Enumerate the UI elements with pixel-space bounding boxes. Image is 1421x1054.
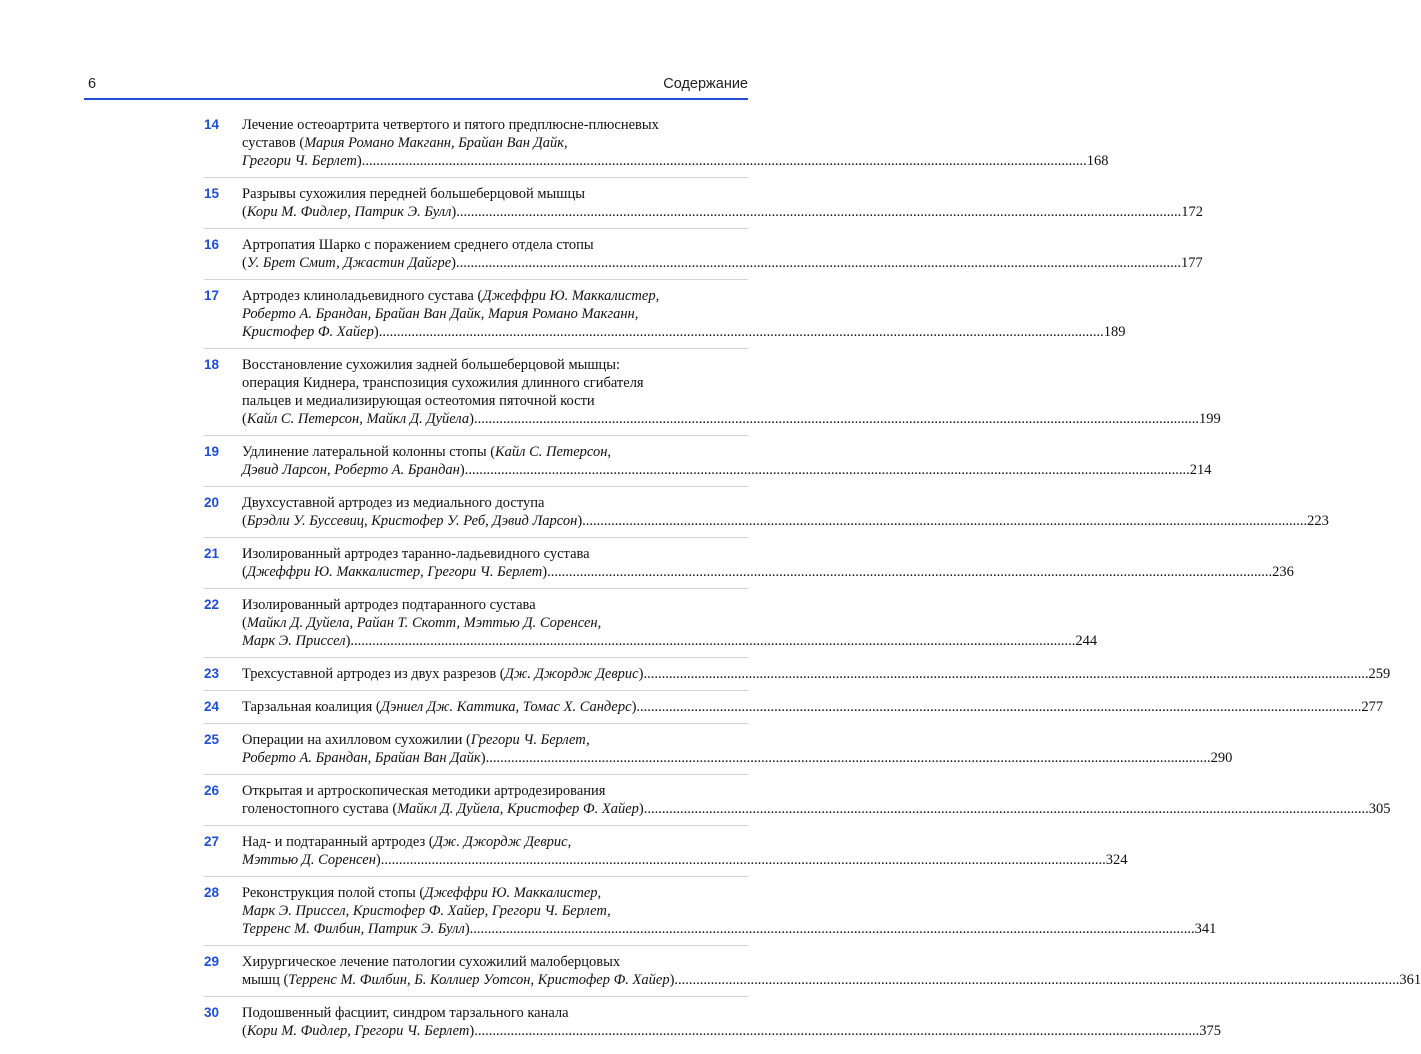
chapter-title: Разрывы сухожилия передней большеберцовой мышцы <box>242 186 585 202</box>
toc-entry-line <box>242 116 748 134</box>
toc-entry-line <box>242 410 1221 428</box>
toc-entry-line <box>242 731 748 749</box>
page-reference: 177 <box>1181 255 1203 271</box>
toc-entry-line <box>242 185 748 203</box>
toc-entry-line <box>242 287 748 305</box>
page-reference: 168 <box>1086 153 1109 169</box>
table-of-contents <box>204 116 1421 1054</box>
chapter-title: Операции на ахилловом сухожилии ( <box>242 732 471 748</box>
chapter-title: Удлинение латеральной колонны стопы ( <box>242 444 496 460</box>
author-names: У. Брет Смит, Джастин Дайгре <box>246 255 452 271</box>
toc-entry-line <box>242 374 748 392</box>
dot-leader <box>486 749 1211 767</box>
toc-entry-line <box>242 392 748 410</box>
chapter-title: Лечение остеоартрита четвертого и пятого предплюсне-плюсневых <box>242 117 659 133</box>
chapter-title: ( <box>242 411 247 427</box>
toc-entry-text <box>242 563 547 581</box>
toc-entry-line <box>242 152 1109 170</box>
toc-entry-line <box>242 545 748 563</box>
toc-entry-line <box>242 596 748 614</box>
page-reference: 199 <box>1198 411 1221 427</box>
dot-leader <box>644 800 1369 818</box>
toc-entry[interactable] <box>204 698 1384 724</box>
toc-entry[interactable] <box>204 236 1203 280</box>
toc-entry-text <box>242 323 379 341</box>
chapter-title: ) <box>631 699 637 715</box>
toc-entry-line <box>242 323 1126 341</box>
author-names: Кристофер Ф. Хайер <box>242 324 374 340</box>
toc-entry-line <box>242 902 748 920</box>
author-names: Дэвид Ларсон, Роберто А. Брандан <box>242 462 460 478</box>
toc-entry-line <box>242 851 1128 869</box>
author-names: Терренс М. Филбин, Патрик Э. Булл <box>242 921 465 937</box>
toc-entry-text <box>242 632 350 650</box>
chapter-number: 25 <box>204 732 220 747</box>
toc-entry[interactable] <box>204 782 1391 826</box>
dot-leader <box>547 563 1272 581</box>
page-reference: 290 <box>1210 750 1233 766</box>
author-names: Джеффри Ю. Маккалистер, Грегори Ч. Берлет <box>246 564 543 580</box>
toc-entry[interactable] <box>204 287 1126 349</box>
author-names: Джеффри Ю. Маккалистер, <box>424 885 602 901</box>
toc-entry-line <box>242 563 1294 581</box>
chapter-title: Артродез клиноладьевидного сустава ( <box>242 288 483 304</box>
toc-entry[interactable] <box>204 545 1294 589</box>
chapter-title: ( <box>242 255 247 271</box>
chapter-title: ) <box>469 1023 475 1039</box>
chapter-number: 14 <box>204 117 220 132</box>
toc-entry[interactable] <box>204 443 1212 487</box>
chapter-number: 21 <box>204 546 220 561</box>
chapter-title: Подошвенный фасциит, синдром тарзального канала <box>242 1005 569 1021</box>
dot-leader <box>582 512 1307 530</box>
toc-entry-line <box>242 305 748 323</box>
chapter-title: ) <box>459 462 465 478</box>
author-names: Майкл Д. Дуйела, Кристофер Ф. Хайер <box>397 801 639 817</box>
toc-entry-text <box>242 152 362 170</box>
page-reference: 214 <box>1189 462 1212 478</box>
page-reference: 324 <box>1105 852 1128 868</box>
author-names: Кайл С. Петерсон, Майкл Д. Дуйела <box>246 411 470 427</box>
toc-entry[interactable] <box>204 596 1098 658</box>
toc-entry[interactable] <box>204 356 1221 436</box>
author-names: Джеффри Ю. Маккалистер, <box>482 288 660 304</box>
toc-entry[interactable] <box>204 185 1203 229</box>
chapter-title: Артропатия Шарко с поражением среднего отдела стопы <box>242 237 594 253</box>
chapter-title: ) <box>451 204 457 220</box>
chapter-title: Реконструкция полой стопы ( <box>242 885 425 901</box>
toc-entry-line <box>242 203 1203 221</box>
page-number: 6 <box>88 76 97 92</box>
author-names: Марк Э. Приссел <box>242 633 346 649</box>
chapter-title: Изолированный артродез подтаранного сустава <box>242 597 536 613</box>
toc-entry-line <box>242 953 748 971</box>
toc-entry-text <box>242 800 644 818</box>
chapter-number: 15 <box>204 186 220 201</box>
author-names: Дж. Джордж Деврис, <box>433 834 572 850</box>
author-names: Кори М. Фидлер, Патрик Э. Булл <box>246 204 452 220</box>
dot-leader <box>643 665 1368 683</box>
page-reference: 277 <box>1361 699 1384 715</box>
chapter-title: ) <box>373 324 379 340</box>
chapter-title: ( <box>242 564 247 580</box>
chapter-number: 23 <box>204 666 220 681</box>
toc-entry[interactable] <box>204 833 1128 877</box>
chapter-title: ) <box>638 666 644 682</box>
toc-entry-text <box>242 665 643 683</box>
toc-entry-line <box>242 698 1384 716</box>
toc-entry-line <box>242 134 748 152</box>
toc-entry-text <box>242 920 470 938</box>
toc-entry-line <box>242 356 748 374</box>
chapter-title: мышц ( <box>242 972 289 988</box>
toc-entry-text <box>242 1022 474 1040</box>
dot-leader <box>474 410 1199 428</box>
toc-entry-line <box>242 494 748 512</box>
toc-entry-text <box>242 410 474 428</box>
dot-leader <box>456 254 1181 272</box>
page-reference: 341 <box>1194 921 1217 937</box>
page-reference: 305 <box>1368 801 1391 817</box>
chapter-number: 29 <box>204 954 220 969</box>
chapter-title: ) <box>464 921 470 937</box>
chapter-title: пальцев и медиализирующая остеотомия пяточной кости <box>242 393 595 409</box>
toc-entry-text <box>242 698 636 716</box>
chapter-title: голеностопного сустава ( <box>242 801 398 817</box>
dot-leader <box>470 920 1195 938</box>
chapter-number: 19 <box>204 444 220 459</box>
toc-entry-text <box>242 461 465 479</box>
author-names: Грегори Ч. Берлет, <box>470 732 590 748</box>
toc-entry-line <box>242 614 748 632</box>
toc-entry-line <box>242 665 1391 683</box>
chapter-title: ( <box>242 1023 247 1039</box>
toc-entry-text <box>242 749 486 767</box>
chapter-title: ) <box>542 564 548 580</box>
chapter-title: ) <box>577 513 583 529</box>
author-names: Грегори Ч. Берлет <box>242 153 357 169</box>
chapter-number: 30 <box>204 1005 220 1020</box>
toc-entry[interactable] <box>204 1004 1221 1047</box>
chapter-title: ) <box>375 852 381 868</box>
author-names: Кори М. Фидлер, Грегори Ч. Берлет <box>246 1023 470 1039</box>
toc-entry-text <box>242 851 381 869</box>
toc-entry-line <box>242 884 748 902</box>
author-names: Брэдли У. Буссевиц, Кристофер У. Реб, Дэвид Ларсон <box>246 513 578 529</box>
chapter-title: ( <box>242 204 247 220</box>
toc-entry-line <box>242 1004 748 1022</box>
author-names: Кайл С. Петерсон, <box>495 444 612 460</box>
chapter-number: 20 <box>204 495 220 510</box>
dot-leader <box>474 1022 1199 1040</box>
section-title: Содержание <box>663 76 748 92</box>
author-names: Дэниел Дж. Каттика, Томас Х. Сандерс <box>380 699 632 715</box>
chapter-title: ( <box>242 615 247 631</box>
chapter-number: 24 <box>204 699 220 714</box>
author-names: Роберто А. Брандан, Брайан Ван Дайк <box>242 750 481 766</box>
toc-entry-line <box>242 443 748 461</box>
toc-entry-line <box>242 512 1329 530</box>
chapter-title: ) <box>480 750 486 766</box>
chapter-number: 17 <box>204 288 220 303</box>
page-reference: 172 <box>1181 204 1203 220</box>
author-names: Мэттью Д. Соренсен <box>242 852 376 868</box>
dot-leader <box>350 632 1075 650</box>
author-names: Майкл Д. Дуйела, Райан Т. Скотт, Мэттью Д. Соренсен, <box>246 615 602 631</box>
chapter-title: Восстановление сухожилия задней большеберцовой мышцы: <box>242 357 621 373</box>
chapter-number: 26 <box>204 783 220 798</box>
dot-leader <box>636 698 1361 716</box>
author-names: Марк Э. Приссел, Кристофер Ф. Хайер, Грегори Ч. Берлет, <box>242 903 611 919</box>
chapter-number: 16 <box>204 237 220 252</box>
toc-entry[interactable] <box>204 116 1109 178</box>
chapter-title: ) <box>356 153 362 169</box>
toc-entry-line <box>242 971 1421 989</box>
dot-leader <box>379 323 1104 341</box>
author-names: Роберто А. Брандан, Брайан Ван Дайк, Мария Романо Макганн, <box>242 306 639 322</box>
toc-entry[interactable] <box>204 731 1233 775</box>
toc-entry-line <box>242 461 1212 479</box>
chapter-title: Изолированный артродез таранно-ладьевидного сустава <box>242 546 590 562</box>
toc-entry[interactable] <box>204 884 1217 946</box>
toc-entry-text <box>242 254 456 272</box>
chapter-title: ) <box>345 633 351 649</box>
chapter-title: операция Киднера, транспозиция сухожилия длинного сгибателя <box>242 375 644 391</box>
toc-entry-line <box>242 920 1217 938</box>
author-names: Терренс М. Филбин, Б. Коллиер Уотсон, Кристофер Ф. Хайер <box>288 972 670 988</box>
chapter-number: 28 <box>204 885 220 900</box>
dot-leader <box>456 203 1181 221</box>
dot-leader <box>465 461 1190 479</box>
chapter-title: Над- и подтаранный артродез ( <box>242 834 434 850</box>
toc-entry[interactable] <box>204 665 1391 691</box>
chapter-number: 27 <box>204 834 220 849</box>
chapter-title: Открытая и артроскопическая методики артродезирования <box>242 783 606 799</box>
toc-entry-text <box>242 203 456 221</box>
page-reference: 361 <box>1399 972 1421 988</box>
page-reference: 189 <box>1103 324 1126 340</box>
author-names: Мария Романо Макганн, Брайан Ван Дайк, <box>304 135 568 151</box>
page-reference: 236 <box>1272 564 1294 580</box>
page-reference: 223 <box>1307 513 1329 529</box>
toc-entry-text <box>242 971 674 989</box>
page-reference: 375 <box>1199 1023 1221 1039</box>
dot-leader <box>674 971 1399 989</box>
author-names: Дж. Джордж Деврис <box>504 666 639 682</box>
dot-leader <box>362 152 1087 170</box>
page-reference: 244 <box>1075 633 1098 649</box>
chapter-title: Хирургическое лечение патологии сухожилий малоберцовых <box>242 954 621 970</box>
chapter-number: 22 <box>204 597 220 612</box>
toc-entry-line <box>242 782 748 800</box>
chapter-title: суставов ( <box>242 135 305 151</box>
chapter-title: ) <box>451 255 456 271</box>
toc-entry-line <box>242 254 1203 272</box>
toc-entry[interactable] <box>204 953 1421 997</box>
chapter-title: ) <box>469 411 474 427</box>
toc-entry-line <box>242 749 1233 767</box>
chapter-title: Тарзальная коалиция ( <box>242 699 381 715</box>
toc-entry[interactable] <box>204 494 1329 538</box>
dot-leader <box>381 851 1106 869</box>
toc-entry-line <box>242 236 748 254</box>
toc-entry-line <box>242 1022 1221 1040</box>
chapter-title: Трехсуставной артродез из двух разрезов ( <box>242 666 505 682</box>
toc-entry-line <box>242 833 748 851</box>
toc-entry-line <box>242 632 1098 650</box>
page-reference: 259 <box>1368 666 1391 682</box>
toc-entry-line <box>242 800 1391 818</box>
chapter-title: ) <box>638 801 644 817</box>
chapter-title: ) <box>669 972 675 988</box>
chapter-title: Двухсуставной артродез из медиального доступа <box>242 495 545 511</box>
chapter-title: ( <box>242 513 247 529</box>
toc-entry-text <box>242 512 582 530</box>
running-header <box>84 74 748 100</box>
chapter-number: 18 <box>204 357 220 372</box>
